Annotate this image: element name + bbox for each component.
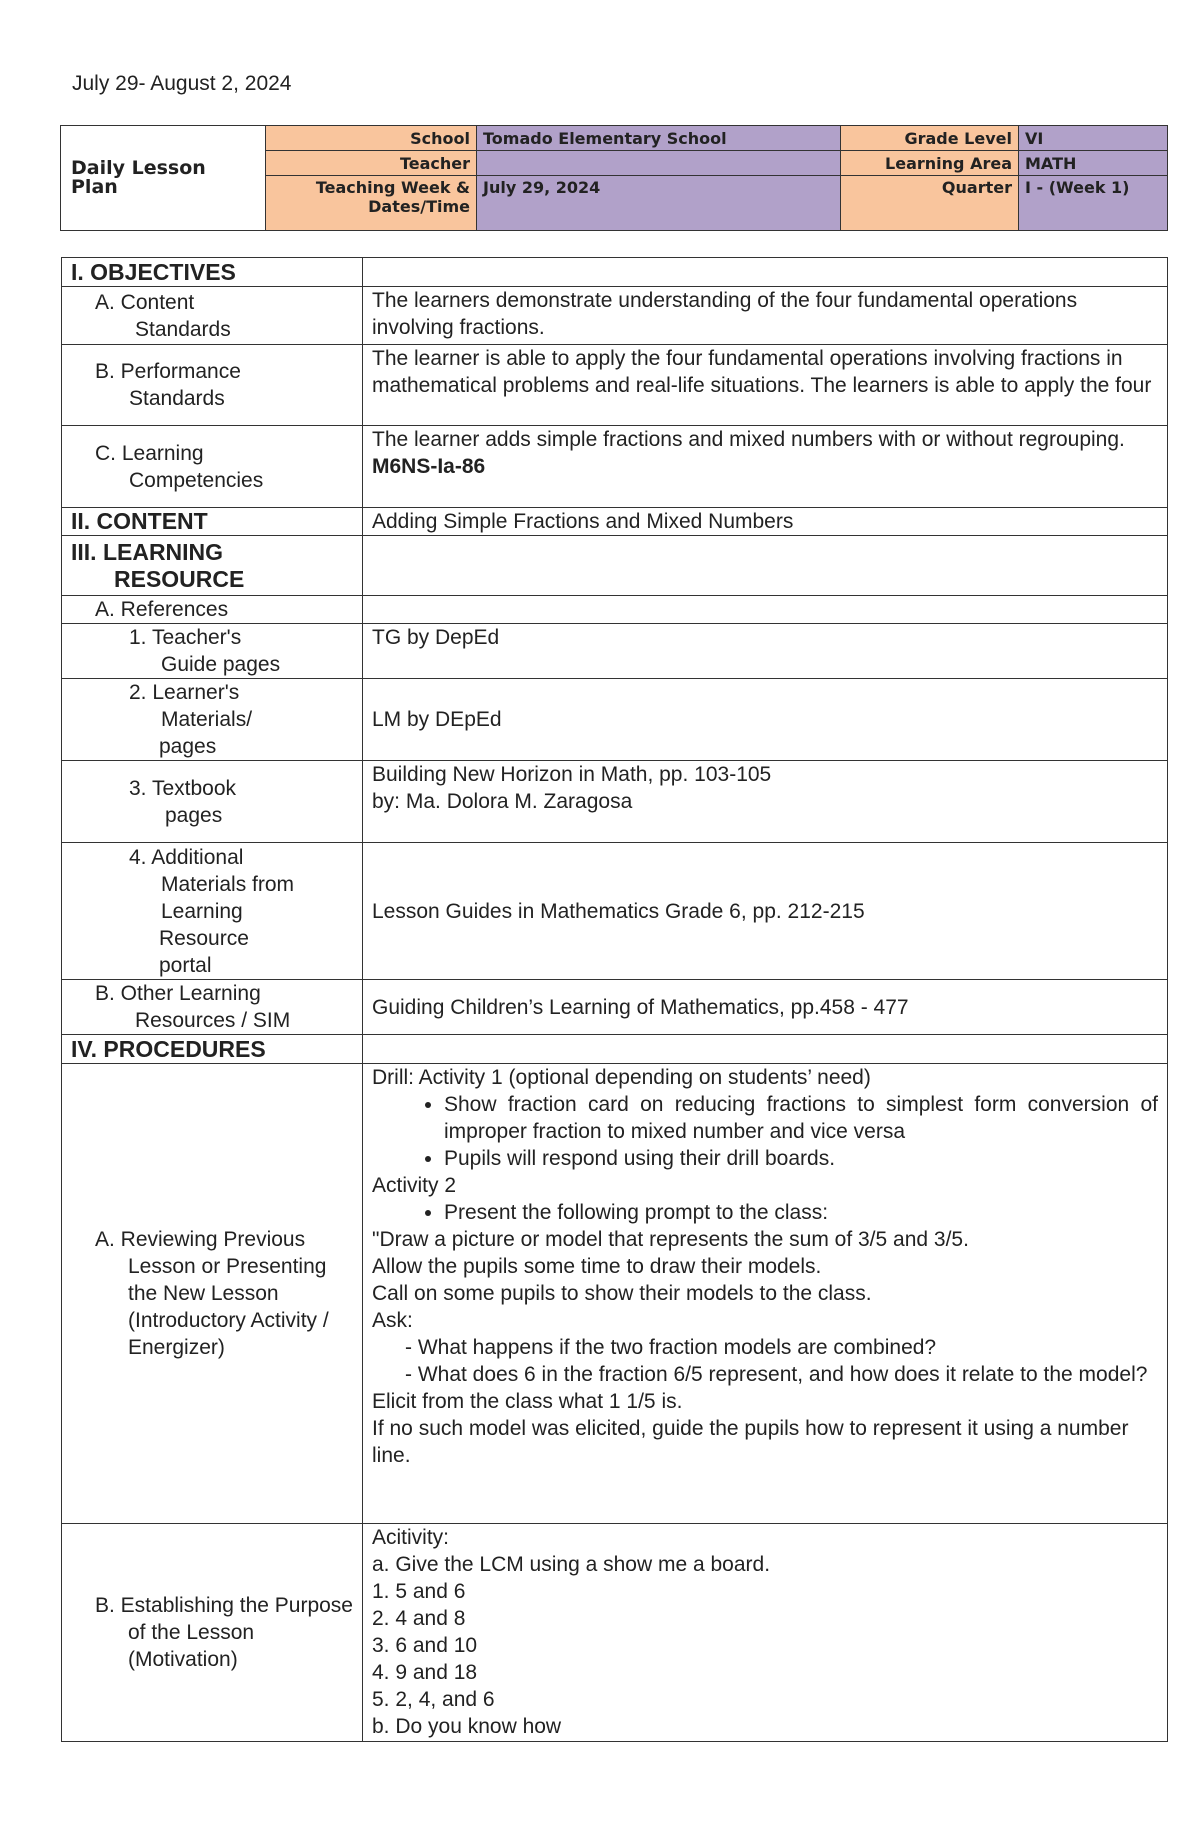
competency-code: M6NS-Ia-86: [372, 455, 486, 478]
learning-resource-heading-2: RESOURCE: [114, 565, 245, 592]
reviewing-question-1: - What happens if the two fraction models are combined?: [405, 1336, 937, 1359]
purpose-line: 4. 9 and 18: [372, 1661, 478, 1684]
reviewing-label-cell: [62, 1064, 363, 1524]
content-standards-text: The learners demonstrate understanding of the four fundamental operations involving fractions.: [363, 287, 1168, 345]
teachers-guide-label-1: 1. Teacher's: [129, 626, 242, 649]
reviewing-line-2: Allow the pupils some time to draw their models.: [372, 1255, 822, 1278]
week-label: [266, 176, 477, 231]
learners-materials-label-2: Materials/: [161, 708, 253, 731]
learning-competencies-label: [62, 426, 363, 508]
reviewing-line-6: If no such model was elicited, guide the pupils how to represent it using a number line.: [372, 1417, 1129, 1467]
content-heading: II. CONTENT: [62, 508, 363, 536]
textbook-label: [62, 761, 363, 843]
purpose-line: 2. 4 and 8: [372, 1607, 466, 1630]
week-label-line-2: Dates/Time: [368, 197, 470, 216]
teachers-guide-label: [62, 624, 363, 679]
learning-resource-blank: [363, 536, 1168, 596]
reviewing-line-1: "Draw a picture or model that represents the sum of 3/5 and 3/5.: [372, 1228, 969, 1251]
additional-materials-label: [62, 843, 363, 980]
learners-materials-label-3: pages: [159, 735, 217, 758]
references-label: A. References: [62, 596, 363, 624]
school-label: School: [266, 126, 477, 151]
learning-competencies-label-1: C. Learning: [95, 441, 204, 465]
activity2-bullet-1: • Present the following prompt to the class:: [444, 1199, 1158, 1226]
drill-bullet-1: • Show fraction card on reducing fractions to simplest form conversion of improper fraction to mixed number and vice versa: [444, 1091, 1158, 1145]
purpose-line: b. Do you know how: [372, 1715, 562, 1738]
textbook-label-2: pages: [165, 803, 223, 827]
lesson-plan-table: [61, 257, 1168, 1742]
content-text: Adding Simple Fractions and Mixed Numbers: [363, 508, 1168, 536]
purpose-line: 3. 6 and 10: [372, 1634, 478, 1657]
drill-line: Drill: Activity 1 (optional depending on students’ need): [372, 1066, 871, 1089]
teacher-label: Teacher: [266, 151, 477, 176]
content-standards-label-2: Standards: [135, 317, 231, 341]
reviewing-line-3: Call on some pupils to show their models to the class.: [372, 1282, 872, 1305]
purpose-label-cell: [62, 1524, 363, 1742]
performance-standards-label-1: B. Performance: [95, 360, 241, 383]
reviewing-question-2: - What does 6 in the fraction 6/5 represent, and how does it relate to the model?: [405, 1363, 1148, 1386]
reviewing-line-5: Elicit from the class what 1 1/5 is.: [372, 1390, 683, 1413]
date-line: July 29- August 2, 2024: [72, 72, 292, 95]
learning-resource-heading-1: III. LEARNING: [71, 538, 224, 565]
additional-materials-label-3: Learning: [161, 899, 243, 923]
textbook-label-1: 3. Textbook: [129, 776, 237, 800]
procedures-heading: IV. PROCEDURES: [62, 1035, 363, 1064]
additional-materials-label-2: Materials from: [161, 872, 295, 896]
performance-standards-label-2: Standards: [129, 387, 225, 410]
activity2-bullets: [372, 1199, 1158, 1226]
purpose-line: a. Give the LCM using a show me a board.: [372, 1553, 771, 1576]
reviewing-label: A. Reviewing Previous Lesson or Presenting the New Lesson (Introductory Activity / Energizer): [95, 1228, 329, 1359]
procedures-heading-blank: [363, 1035, 1168, 1064]
purpose-line: 5. 2, 4, and 6: [372, 1688, 495, 1711]
other-resources-label: [62, 980, 363, 1035]
header-table: [60, 125, 1168, 231]
learning-competencies-cell: [363, 426, 1168, 508]
teachers-guide-label-2: Guide pages: [161, 653, 281, 676]
purpose-label: B. Establishing the Purpose of the Lesson (Motivation): [95, 1594, 353, 1671]
additional-materials-label-5: portal: [159, 953, 212, 977]
area-value: MATH: [1019, 151, 1168, 176]
plan-title: Daily Lesson Plan: [61, 126, 266, 231]
performance-standards-text: The learner is able to apply the four fundamental operations involving fractions in mathematical problems and real-life situations. The learners is able to apply the four: [363, 345, 1168, 426]
drill-bullet-2: • Pupils will respond using their drill boards.: [444, 1145, 1158, 1172]
reviewing-content: [363, 1064, 1168, 1524]
learners-materials-label-1: 2. Learner's: [129, 681, 240, 704]
additional-materials-label-4: Resource: [159, 926, 249, 950]
week-value: July 29, 2024: [477, 176, 841, 231]
content-standards-label-1: A. Content: [95, 290, 195, 314]
objectives-heading-blank: [363, 258, 1168, 287]
references-blank: [363, 596, 1168, 624]
activity2-line: Activity 2: [372, 1174, 457, 1197]
purpose-line: Acitivity:: [372, 1526, 450, 1549]
learners-materials-label: [62, 679, 363, 761]
drill-bullets: [372, 1091, 1158, 1172]
additional-materials-label-1: 4. Additional: [129, 845, 244, 869]
grade-label: Grade Level: [841, 126, 1019, 151]
objectives-heading: I. OBJECTIVES: [62, 258, 363, 287]
reviewing-line-4: Ask:: [372, 1309, 413, 1332]
content-standards-label: [62, 287, 363, 345]
purpose-content: [363, 1524, 1168, 1742]
textbook-text-1: Building New Horizon in Math, pp. 103-105: [372, 763, 772, 786]
additional-materials-text: Lesson Guides in Mathematics Grade 6, pp. 212-215: [363, 843, 1168, 980]
learning-resource-heading: [62, 536, 363, 596]
purpose-line: 1. 5 and 6: [372, 1580, 466, 1603]
grade-value: VI: [1019, 126, 1168, 151]
school-value: Tomado Elementary School: [477, 126, 841, 151]
teachers-guide-text: TG by DepEd: [363, 624, 1168, 679]
textbook-cell: [363, 761, 1168, 843]
textbook-text-2: by: Ma. Dolora M. Zaragosa: [372, 790, 633, 813]
other-resources-label-1: B. Other Learning: [95, 982, 261, 1005]
week-label-line-1: Teaching Week &: [315, 178, 470, 197]
learning-competencies-text: The learner adds simple fractions and mixed numbers with or without regrouping.: [372, 428, 1125, 451]
other-resources-label-2: Resources / SIM: [135, 1009, 291, 1032]
quarter-value: I - (Week 1): [1019, 176, 1168, 231]
learners-materials-text: LM by DEpEd: [363, 679, 1168, 761]
other-resources-text: Guiding Children’s Learning of Mathematics, pp.458 - 477: [363, 980, 1168, 1035]
performance-standards-label: [62, 345, 363, 426]
learning-competencies-label-2: Competencies: [129, 468, 264, 492]
teacher-value: [477, 151, 841, 176]
quarter-label: Quarter: [841, 176, 1019, 231]
area-label: Learning Area: [841, 151, 1019, 176]
